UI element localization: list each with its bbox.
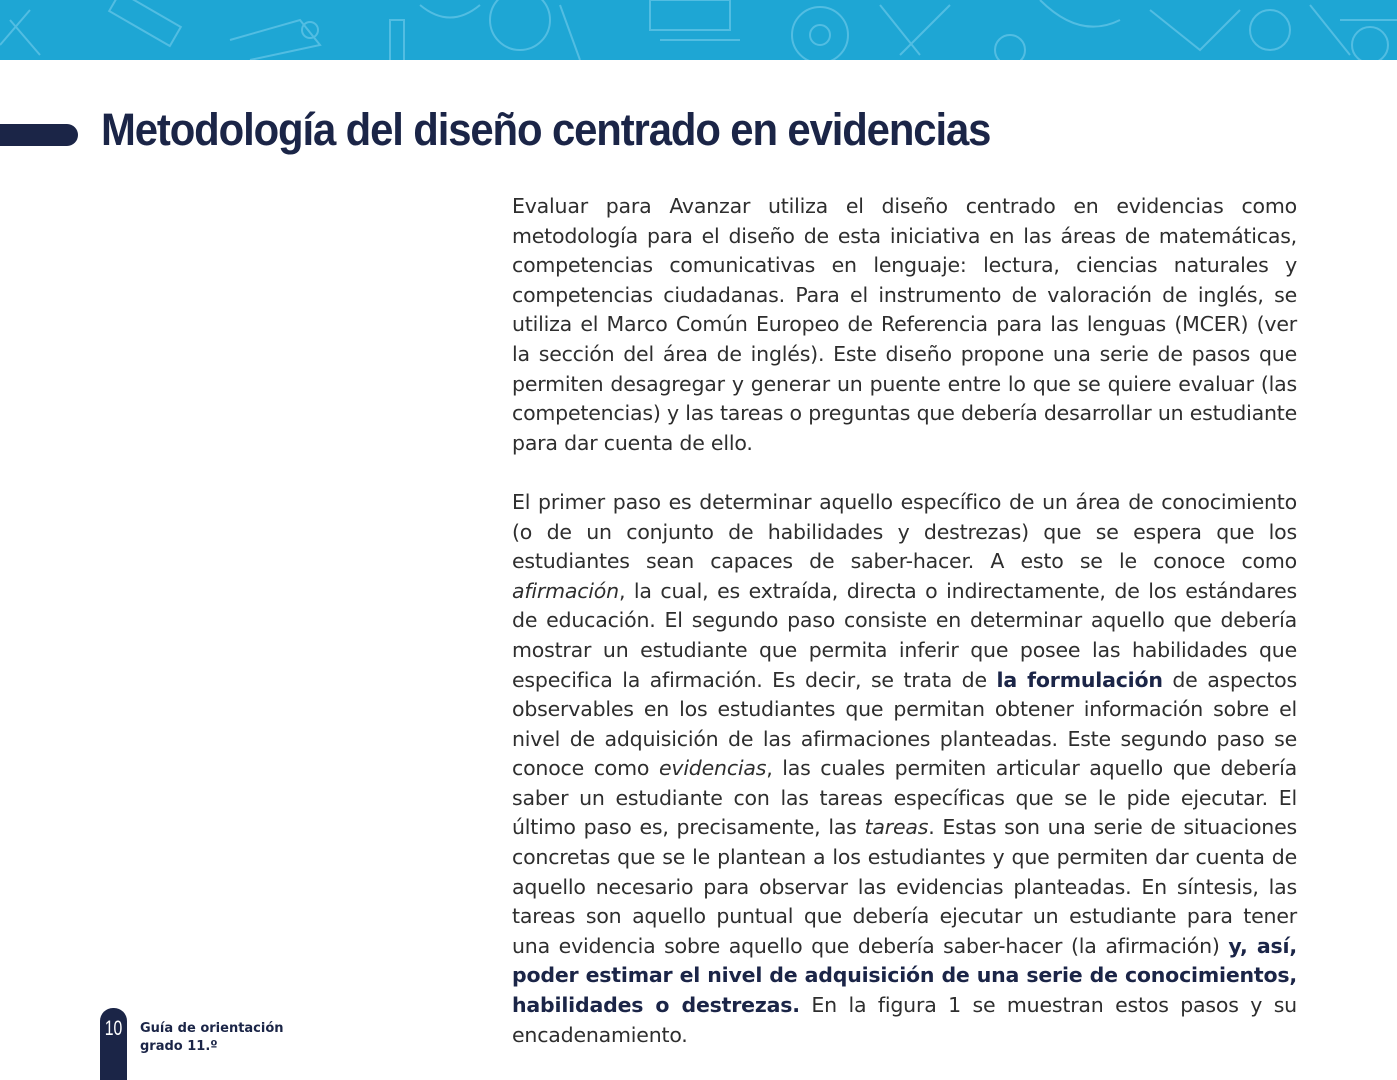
- title-accent-bar: [0, 124, 78, 146]
- text-span: , las cuales permiten articular aquello que debería saber un estudiante con las tareas específicas que se le pide ejecutar. El último paso es, precisamente, las: [512, 756, 1297, 840]
- text-span: , la cual, es extraída, directa o indirectamente, de los estándares de educación. El segundo paso consiste en determinar aquello que debería mostrar un estudiante que permita inferir que posee las habilidades que especifica la afirmación. Es decir, se trata de: [512, 578, 1297, 692]
- bold-term-formulacion: la formulación: [996, 667, 1163, 692]
- text-span: de aspectos observables en los estudiantes que permitan obtener información sobre el nivel de adquisición de las afirmaciones planteadas. Este segundo paso se conoce como: [512, 667, 1297, 781]
- school-doodles-pattern: [0, 0, 1397, 60]
- bold-summary: y, así, poder estimar el nivel de adquisición de una serie de conocimientos, habilidades o destrezas.: [512, 933, 1297, 1018]
- paragraph-1: Evaluar para Avanzar utiliza el diseño centrado en evidencias como metodología para el diseño de esta iniciativa en las áreas de matemáticas, competencias comunicativas en lenguaje: lectura, ciencias naturales y competencias ciudadanas. Para el instrumento de valoración de inglés, se utiliza el Marco Común Europeo de Referencia para las lenguas (MCER) (ver la sección del área de inglés). Este diseño propone una serie de pasos que permiten desagregar y generar un puente entre lo que se quiere evaluar (las competencias) y las tareas o preguntas que debería desarrollar un estudiante para dar cuenta de ello.: [512, 194, 1297, 455]
- page-number: 10: [104, 1017, 123, 1040]
- text-span: En la figura 1 se muestran estos pasos y su encadenamiento.: [512, 993, 1297, 1047]
- footer-label: [140, 1020, 284, 1056]
- body-text: [512, 192, 1297, 1080]
- text-span: . Estas son una serie de situaciones concretas que se le plantean a los estudiantes y que permiten dar cuenta de aquello necesario para observar las evidencias planteadas. En síntesis, las tareas son aquello puntual que debería ejecutar un estudiante para tener una evidencia sobre aquello que debería saber-hacer (la afirmación): [512, 815, 1297, 958]
- italic-term-evidencias: evidencias: [658, 756, 767, 781]
- text-span: El primer paso es determinar aquello específico de un área de conocimiento (o de un conjunto de habilidades y destrezas) que se espera que los estudiantes sean capaces de saber-hacer. A esto se le conoce como: [512, 489, 1297, 574]
- italic-term-tareas: tareas: [864, 815, 929, 840]
- page-title: Metodología del diseño centrado en evidencias: [101, 104, 991, 155]
- paragraph-2: [512, 488, 1297, 1050]
- italic-term-afirmacion: afirmación: [512, 578, 619, 603]
- footer-line-1: Guía de orientación: [140, 1021, 284, 1036]
- header-banner: [0, 0, 1397, 60]
- footer-line-2: grado 11.º: [140, 1039, 218, 1054]
